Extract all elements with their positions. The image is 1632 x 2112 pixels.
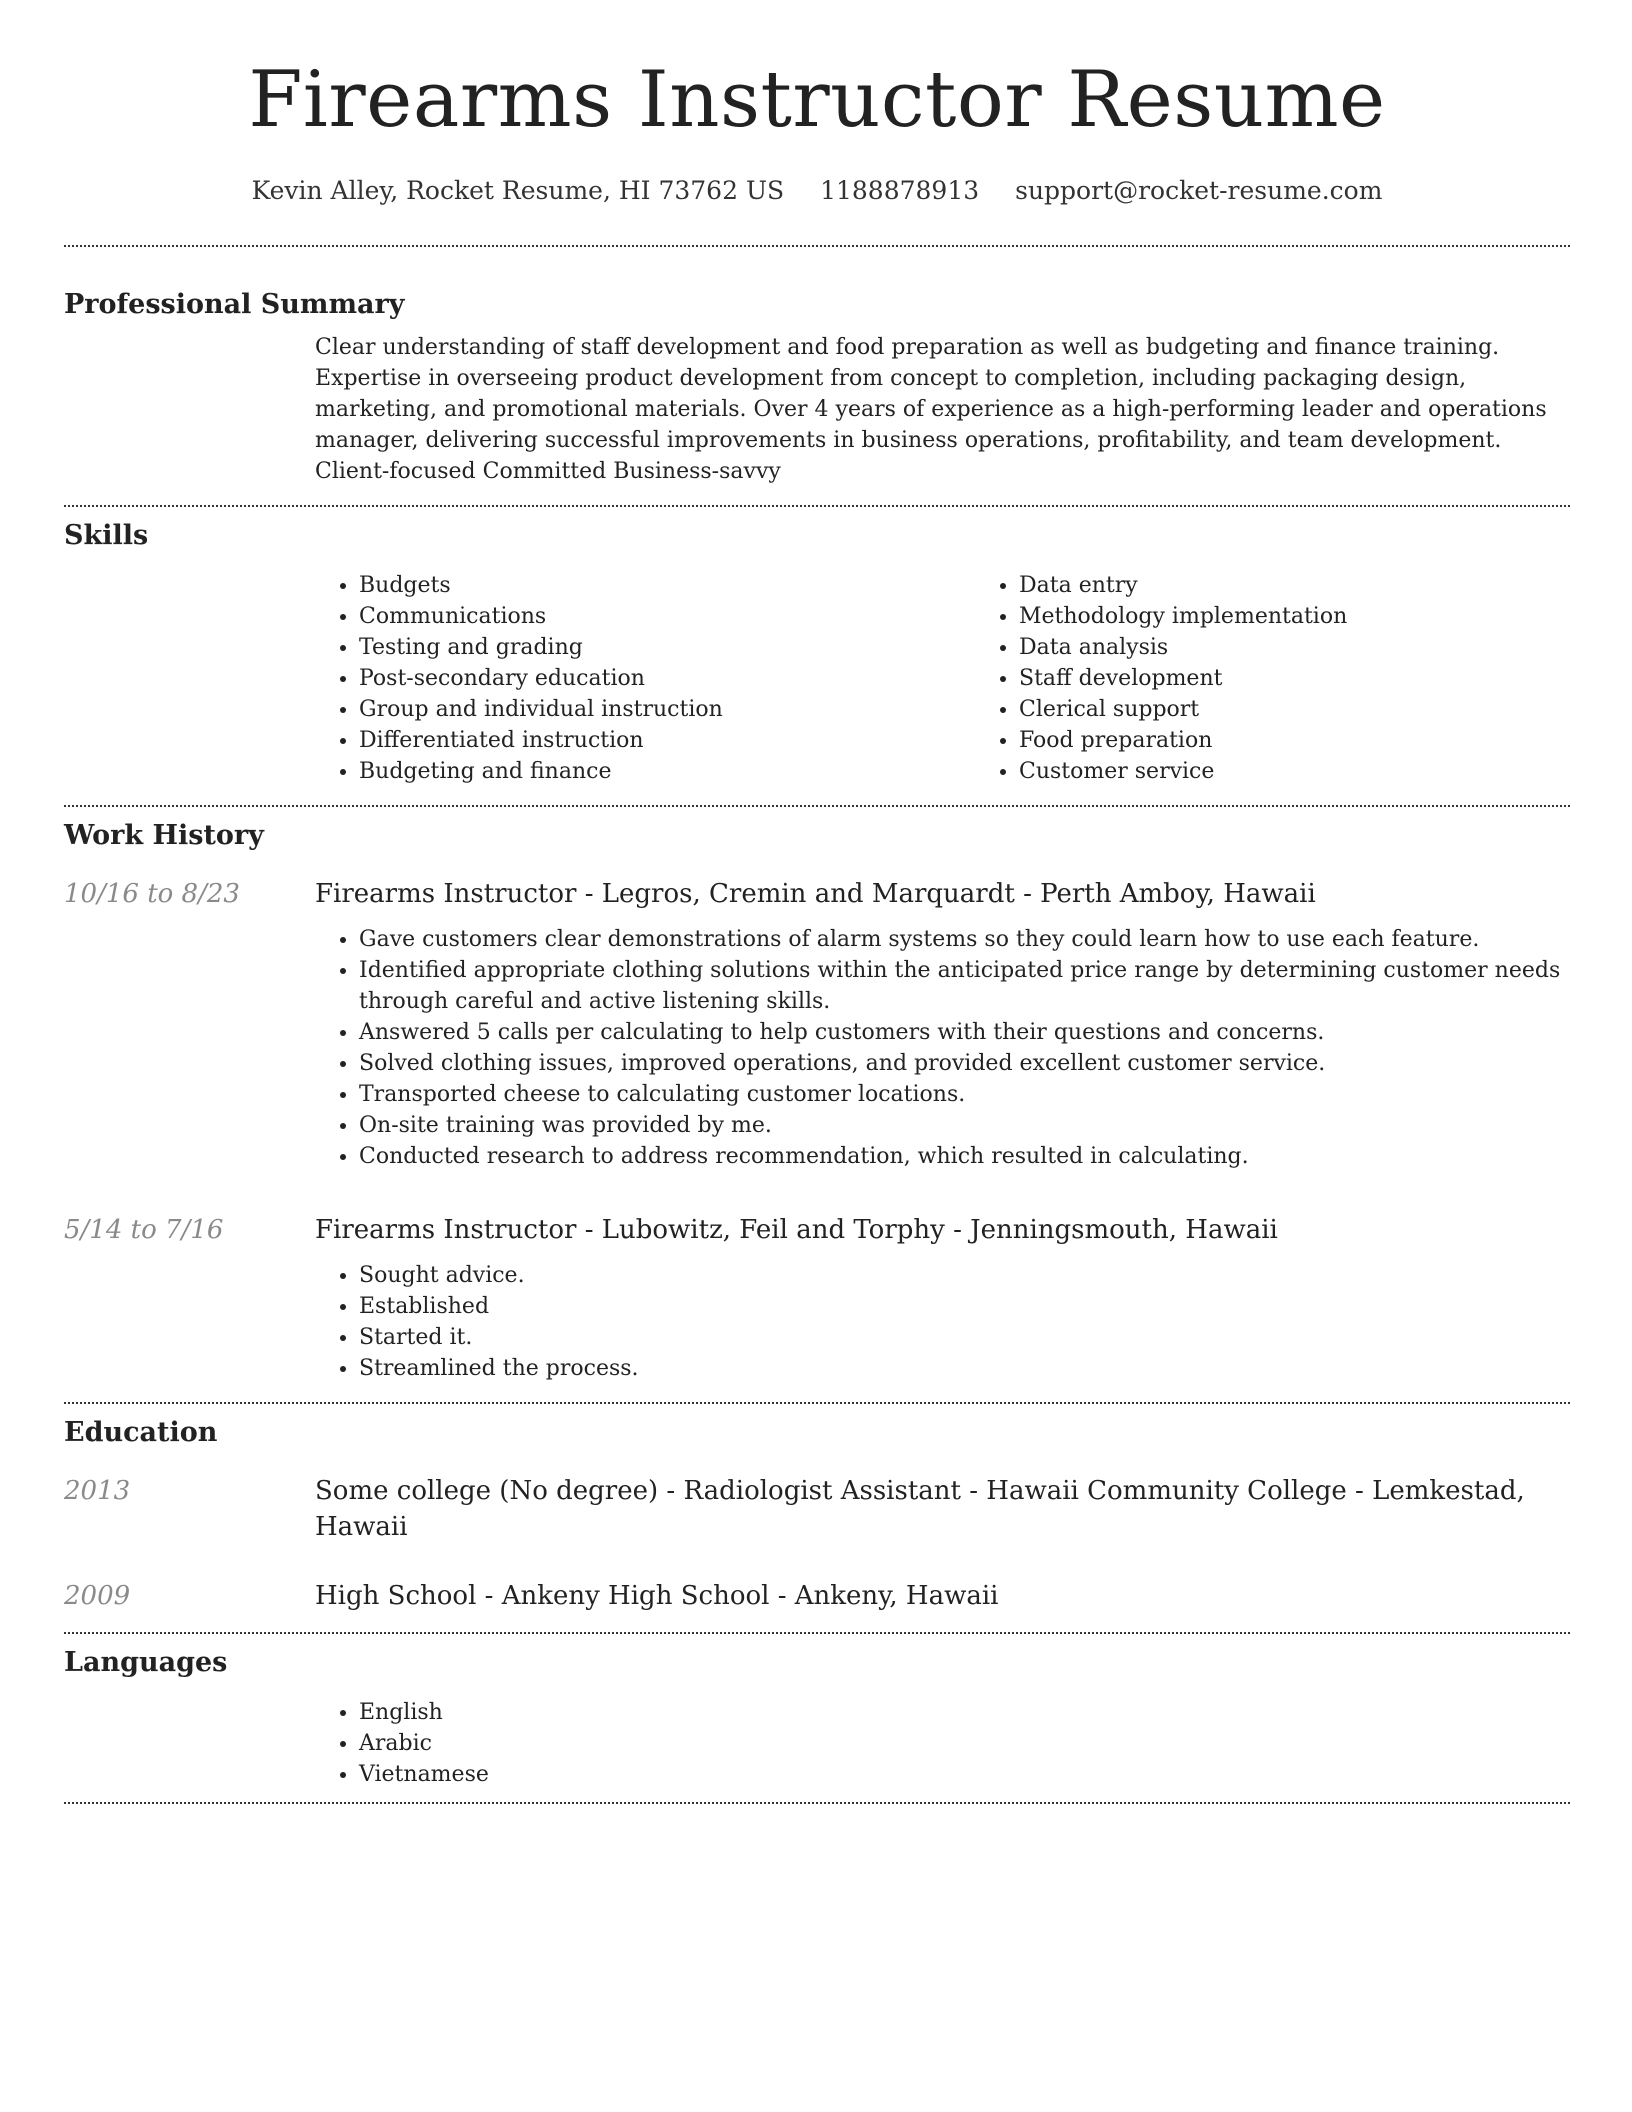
skill-item: • Data entry bbox=[1019, 570, 1632, 601]
skill-item: • Budgets bbox=[359, 570, 975, 601]
education-text: Some college (No degree) - Radiologist Assistant - Hawaii Community College - Lemkestad, Hawaii bbox=[315, 1476, 1525, 1542]
section-title: Languages bbox=[64, 1647, 228, 1678]
divider bbox=[64, 505, 1570, 507]
job-bullet: • Solved clothing issues, improved operations, and provided excellent customer service. bbox=[359, 1048, 1570, 1079]
divider bbox=[64, 1802, 1570, 1804]
skill-item: • Post-secondary education bbox=[359, 663, 975, 694]
job-bullet: • Started it. bbox=[359, 1322, 1570, 1353]
skill-item: • Staff development bbox=[1019, 663, 1632, 694]
education-text: High School - Ankeny High School - Ankeny, Hawaii bbox=[315, 1581, 999, 1611]
job-dates: 10/16 to 8/23 bbox=[64, 879, 240, 909]
contact-phone: 1188878913 bbox=[820, 176, 980, 205]
education-section bbox=[64, 1415, 1570, 1614]
job-bullet: • On-site training was provided by me. bbox=[359, 1110, 1570, 1141]
job-bullet: • Identified appropriate clothing solutions within the anticipated price range by determining customer needs through careful and active listening skills. bbox=[359, 955, 1570, 1017]
job-bullet: • Streamlined the process. bbox=[359, 1353, 1570, 1384]
job-dates: 5/14 to 7/16 bbox=[64, 1215, 224, 1245]
skill-item: • Food preparation bbox=[1019, 725, 1632, 756]
divider bbox=[64, 1402, 1570, 1404]
skills-list-left bbox=[315, 570, 975, 787]
education-entry bbox=[64, 1473, 1570, 1545]
job-bullet: • Sought advice. bbox=[359, 1260, 1570, 1291]
language-item: • Arabic bbox=[359, 1728, 1570, 1759]
languages-list bbox=[315, 1697, 1570, 1790]
skill-item: • Differentiated instruction bbox=[359, 725, 975, 756]
job-entry bbox=[64, 1212, 1570, 1384]
contact-line bbox=[64, 174, 1570, 208]
job-entry bbox=[64, 876, 1570, 1172]
job-bullet: • Answered 5 calls per calculating to help customers with their questions and concerns. bbox=[359, 1017, 1570, 1048]
languages-section bbox=[64, 1645, 1570, 1790]
education-entry bbox=[64, 1578, 1570, 1614]
skills-list-right bbox=[975, 570, 1632, 787]
skill-item: • Clerical support bbox=[1019, 694, 1632, 725]
contact-address: Kevin Alley, Rocket Resume, HI 73762 US bbox=[251, 176, 785, 205]
skill-item: • Customer service bbox=[1019, 756, 1632, 787]
job-bullets bbox=[315, 924, 1570, 1172]
job-header: Firearms Instructor - Lubowitz, Feil and Torphy - Jenningsmouth, Hawaii bbox=[315, 1215, 1278, 1245]
contact-email: support@rocket-resume.com bbox=[1015, 176, 1383, 205]
skills-section bbox=[64, 518, 1570, 787]
job-header: Firearms Instructor - Legros, Cremin and Marquardt - Perth Amboy, Hawaii bbox=[315, 879, 1316, 909]
resume-page bbox=[64, 0, 1570, 1804]
skill-item: • Methodology implementation bbox=[1019, 601, 1632, 632]
resume-title: Firearms Instructor Resume bbox=[248, 55, 1386, 145]
summary-section bbox=[64, 287, 1570, 487]
divider bbox=[64, 805, 1570, 807]
section-title: Skills bbox=[64, 520, 149, 551]
job-bullet: • Established bbox=[359, 1291, 1570, 1322]
work-history-section bbox=[64, 818, 1570, 1384]
job-bullet: • Gave customers clear demonstrations of alarm systems so they could learn how to use each feature. bbox=[359, 924, 1570, 955]
skill-item: • Communications bbox=[359, 601, 975, 632]
section-title: Education bbox=[64, 1417, 218, 1448]
education-year: 2009 bbox=[64, 1581, 131, 1611]
section-title: Work History bbox=[64, 820, 264, 851]
section-title: Professional Summary bbox=[64, 289, 405, 320]
job-bullets bbox=[315, 1260, 1570, 1384]
skill-item: • Group and individual instruction bbox=[359, 694, 975, 725]
education-year: 2013 bbox=[64, 1476, 131, 1506]
skill-item: • Budgeting and finance bbox=[359, 756, 975, 787]
job-bullet: • Transported cheese to calculating customer locations. bbox=[359, 1079, 1570, 1110]
skill-item: • Data analysis bbox=[1019, 632, 1632, 663]
skill-item: • Testing and grading bbox=[359, 632, 975, 663]
divider bbox=[64, 1632, 1570, 1634]
language-item: • Vietnamese bbox=[359, 1759, 1570, 1790]
job-bullet: • Conducted research to address recommendation, which resulted in calculating. bbox=[359, 1141, 1570, 1172]
summary-text: Clear understanding of staff development and food preparation as well as budgeting and finance training. Expertise in overseeing product development from concept to completion, including packaging design, marketing, and promotional materials. Over 4 years of experience as a high-performing leader and operations manager, delivering successful improvements in business operations, profitability, and team development. Client-focused Committed Business-savvy bbox=[315, 335, 1547, 484]
divider bbox=[64, 245, 1570, 247]
language-item: • English bbox=[359, 1697, 1570, 1728]
